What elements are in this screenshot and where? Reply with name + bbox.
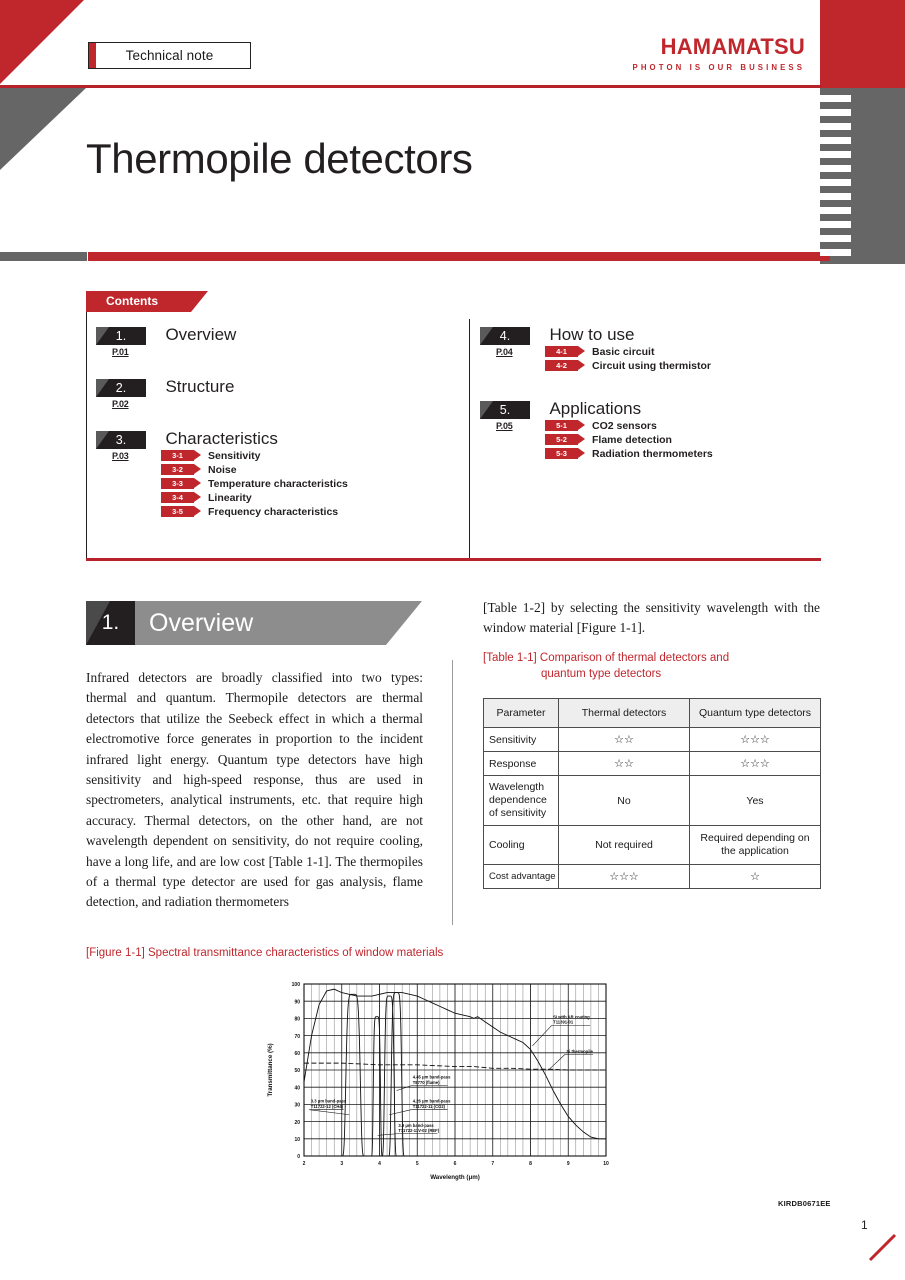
table-header-cell: Thermal detectors xyxy=(559,699,690,728)
toc-subitem-tag-text: 3-1 xyxy=(172,451,183,460)
toc-number-text: 3. xyxy=(115,433,127,447)
toc-subitem-tag-text: 5-1 xyxy=(556,421,567,430)
toc-subitem-tag-text: 5-2 xyxy=(556,435,567,444)
toc-subitem-label: Sensitivity xyxy=(208,449,261,462)
toc-entry-page[interactable]: P.03 xyxy=(112,451,129,461)
svg-text:Transmittance (%): Transmittance (%) xyxy=(267,1043,274,1097)
toc-subitem-tag xyxy=(545,420,578,431)
toc-subitem-label: Circuit using thermistor xyxy=(592,359,712,372)
toc-subitem[interactable] xyxy=(161,478,466,489)
page-number-slash xyxy=(868,1232,898,1262)
table-cell-quantum: Yes xyxy=(690,776,821,826)
table-cell-thermal: ☆☆ xyxy=(559,728,690,752)
toc-entry-number xyxy=(96,431,146,449)
toc-subitem[interactable] xyxy=(161,492,466,503)
header-red-triangle xyxy=(0,0,84,84)
table-cell-thermal: ☆☆☆ xyxy=(559,865,690,889)
svg-text:T11722-11V-02 (REF): T11722-11V-02 (REF) xyxy=(398,1128,440,1134)
table-cell-parameter: Cost advantage xyxy=(484,865,559,889)
toc-entry-title: Structure xyxy=(165,377,235,396)
toc-entry-page[interactable]: P.01 xyxy=(112,347,129,357)
svg-text:3.3 μm band-pass: 3.3 μm band-pass xyxy=(310,1098,347,1104)
svg-text:T11722-12 (CH4): T11722-12 (CH4) xyxy=(310,1103,344,1109)
toc-subitems xyxy=(545,420,820,459)
toc-subitem-tag-text: 3-4 xyxy=(172,493,183,502)
svg-text:100: 100 xyxy=(291,982,300,989)
toc-subitem-label: Temperature characteristics xyxy=(208,477,348,490)
svg-text:4.45 μm band-pass: 4.45 μm band-pass xyxy=(412,1074,451,1080)
hamamatsu-logo xyxy=(633,34,805,72)
toc-subitem[interactable] xyxy=(545,420,820,431)
contents-tag xyxy=(86,291,191,312)
svg-text:3.9 μm band-pass: 3.9 μm band-pass xyxy=(398,1122,434,1128)
toc-subitems xyxy=(545,346,820,371)
table-cell-parameter: Cooling xyxy=(484,826,559,865)
svg-text:90: 90 xyxy=(294,999,300,1006)
table-cell-thermal: Not required xyxy=(559,826,690,865)
toc-subitem-label: Radiation thermometers xyxy=(592,447,713,460)
svg-text:10: 10 xyxy=(603,1161,609,1167)
table-row xyxy=(484,826,821,865)
toc-subitem[interactable] xyxy=(161,450,466,461)
toc-entry-page[interactable]: P.05 xyxy=(496,421,513,431)
svg-text:6: 6 xyxy=(453,1161,457,1167)
svg-text:80: 80 xyxy=(294,1016,300,1023)
toc-subitem-tag xyxy=(161,478,194,489)
toc-column-left xyxy=(96,327,466,520)
svg-text:60: 60 xyxy=(294,1051,300,1057)
toc-number-text: 2. xyxy=(115,381,127,395)
table-row xyxy=(484,776,821,826)
technical-note-badge xyxy=(88,42,251,69)
toc-entry-number xyxy=(96,327,146,345)
toc-entry-characteristics[interactable] xyxy=(96,431,466,517)
toc-left-border xyxy=(86,291,87,560)
technical-note-label: Technical note xyxy=(125,48,214,63)
overview-body-left: Infrared detectors are broadly classified into two types: thermal and quantum. Thermopile detectors are thermal detectors that utilize the Seebeck effect in which a thermal electromotive force generates in proportion to the incident infrared light energy. Quantum type detectors have high sensitivity and high-speed response, thus are used in spectrometers, analytical instruments, etc. that require high accuracy. Thermal detectors, on the other hand, are not wavelength dependent on sensitivity, do not require cooling, have a long life, and are low cost [Table 1-1]. The thermopiles of a thermal type detector are used for gas analysis, flame detection, and radiation thermometers xyxy=(86,670,423,910)
page-title: Thermopile detectors xyxy=(86,135,473,182)
svg-text:0: 0 xyxy=(297,1154,300,1161)
toc-subitem-tag-text: 4-2 xyxy=(556,361,567,370)
table-caption-line1: [Table 1-1] Comparison of thermal detectors and xyxy=(483,652,730,664)
table-cell-quantum: ☆☆☆ xyxy=(690,728,821,752)
title-band xyxy=(0,88,905,264)
comparison-table xyxy=(483,698,821,889)
toc-subitem[interactable] xyxy=(545,346,820,357)
header-red-block xyxy=(820,0,905,88)
page-header xyxy=(0,0,905,88)
table-cell-quantum: Required depending on the application xyxy=(690,826,821,865)
table-header-row xyxy=(484,699,821,728)
toc-subitem-label: Noise xyxy=(208,463,237,476)
toc-subitem[interactable] xyxy=(545,434,820,445)
title-bottom-red-rule xyxy=(88,252,820,261)
svg-text:8: 8 xyxy=(529,1161,532,1167)
toc-entry-page[interactable]: P.02 xyxy=(112,399,129,409)
svg-text:2: 2 xyxy=(302,1161,306,1167)
svg-text:3: 3 xyxy=(340,1161,344,1167)
toc-subitem-tag-text: 3-3 xyxy=(172,479,183,488)
toc-subitem-label: Frequency characteristics xyxy=(208,505,339,518)
toc-subitem-label: Basic circuit xyxy=(592,345,655,358)
svg-text:40: 40 xyxy=(294,1085,300,1092)
table-cell-quantum: ☆ xyxy=(690,865,821,889)
section-1-heading xyxy=(86,601,422,645)
section-number-block xyxy=(86,601,135,645)
toc-subitem-tag xyxy=(161,506,194,517)
chart-svg xyxy=(258,972,618,1194)
sidebar-notches xyxy=(820,95,851,263)
toc-subitem-tag xyxy=(545,346,578,357)
toc-column-right xyxy=(480,327,820,462)
toc-subitems xyxy=(161,450,466,517)
brand-name: HAMAMATSU xyxy=(660,34,805,59)
contents-tag-label: Contents xyxy=(106,294,158,308)
toc-entry-overview[interactable] xyxy=(96,325,466,357)
toc-subitem[interactable] xyxy=(545,448,820,459)
toc-subitem-tag xyxy=(545,448,578,459)
table-cell-parameter: Sensitivity xyxy=(484,728,559,752)
table-row xyxy=(484,728,821,752)
toc-entry-title: Applications xyxy=(549,399,642,418)
toc-subitem-label: Flame detection xyxy=(592,433,672,446)
toc-subitem[interactable] xyxy=(161,464,466,475)
svg-text:7: 7 xyxy=(491,1161,495,1167)
svg-text:Wavelength (μm): Wavelength (μm) xyxy=(430,1174,480,1181)
title-grey-triangle xyxy=(0,88,86,170)
section-heading-title: Overview xyxy=(149,609,254,637)
table-of-contents xyxy=(86,291,821,560)
toc-subitem-tag-text: 3-2 xyxy=(172,465,183,474)
table-cell-thermal: ☆☆ xyxy=(559,752,690,776)
title-bottom-grey-rule xyxy=(0,252,87,261)
table-caption-line2: quantum type detectors xyxy=(541,668,662,680)
table-row xyxy=(484,752,821,776)
figure-caption: [Figure 1-1] Spectral transmittance characteristics of window materials xyxy=(86,947,444,959)
toc-subitem-tag xyxy=(161,464,194,475)
svg-text:4.26 μm band-pass: 4.26 μm band-pass xyxy=(412,1098,451,1104)
table-header-cell: Quantum type detectors xyxy=(690,699,821,728)
toc-number-text: 4. xyxy=(499,329,511,343)
toc-subitem-tag xyxy=(545,360,578,371)
section-number-text: 1. xyxy=(101,611,120,634)
toc-entry-structure[interactable] xyxy=(96,377,466,409)
toc-entry-title: Characteristics xyxy=(165,429,278,448)
toc-number-text: 1. xyxy=(115,329,127,343)
svg-text:T11391-01: T11391-01 xyxy=(553,1019,574,1025)
toc-subitem-tag-text: 5-3 xyxy=(556,449,567,458)
toc-entry-title: Overview xyxy=(165,325,237,344)
svg-text:5: 5 xyxy=(415,1161,419,1167)
toc-subitem-label: CO2 sensors xyxy=(592,419,657,432)
figure-code: KIRDB0671EE xyxy=(778,1199,831,1208)
toc-subitem[interactable] xyxy=(545,360,820,371)
toc-middle-divider xyxy=(469,319,470,560)
toc-bottom-red-rule xyxy=(86,558,821,561)
svg-text:9: 9 xyxy=(566,1161,570,1167)
table-caption xyxy=(483,650,823,682)
brand-tagline: PHOTON IS OUR BUSINESS xyxy=(632,63,805,72)
svg-text:T11722-11 (CO2): T11722-11 (CO2) xyxy=(412,1103,446,1109)
table-cell-thermal: No xyxy=(559,776,690,826)
toc-subitem-tag xyxy=(161,450,194,461)
svg-text:10: 10 xyxy=(294,1137,300,1143)
svg-text:50: 50 xyxy=(294,1068,300,1075)
table-cell-parameter: Response xyxy=(484,752,559,776)
table-cell-parameter: Wavelength dependence of sensitivity xyxy=(484,776,559,826)
toc-entry-how-to-use[interactable] xyxy=(480,327,820,371)
toc-entry-page[interactable]: P.04 xyxy=(496,347,513,357)
column-divider xyxy=(452,660,453,925)
table-row xyxy=(484,865,821,889)
table-header-cell: Parameter xyxy=(484,699,559,728)
svg-text:Si thermopile: Si thermopile xyxy=(566,1048,593,1054)
svg-text:Si with AR coating: Si with AR coating xyxy=(553,1014,590,1020)
title-grey-sidebar xyxy=(820,88,905,264)
toc-subitem-tag-text: 3-5 xyxy=(172,507,183,516)
toc-subitem-tag xyxy=(161,492,194,503)
toc-subitem-label: Linearity xyxy=(208,491,252,504)
svg-text:T8770 (flame): T8770 (flame) xyxy=(412,1079,440,1085)
toc-entry-number xyxy=(96,379,146,397)
toc-entry-applications[interactable] xyxy=(480,401,820,459)
page-number: 1 xyxy=(861,1218,868,1232)
toc-entry-title: How to use xyxy=(549,325,635,344)
toc-entry-number xyxy=(480,401,530,419)
svg-text:20: 20 xyxy=(294,1119,300,1126)
svg-text:70: 70 xyxy=(294,1033,300,1040)
toc-subitem[interactable] xyxy=(161,506,466,517)
toc-number-text: 5. xyxy=(499,403,511,417)
spectral-transmittance-chart xyxy=(258,972,618,1194)
toc-entry-number xyxy=(480,327,530,345)
table-cell-quantum: ☆☆☆ xyxy=(690,752,821,776)
svg-text:4: 4 xyxy=(378,1161,381,1167)
svg-text:30: 30 xyxy=(294,1102,300,1109)
toc-subitem-tag xyxy=(545,434,578,445)
overview-body-right: [Table 1-2] by selecting the sensitivity wavelength with the window material [Figure 1-1]. xyxy=(483,600,820,636)
toc-subitem-tag-text: 4-1 xyxy=(556,347,567,356)
